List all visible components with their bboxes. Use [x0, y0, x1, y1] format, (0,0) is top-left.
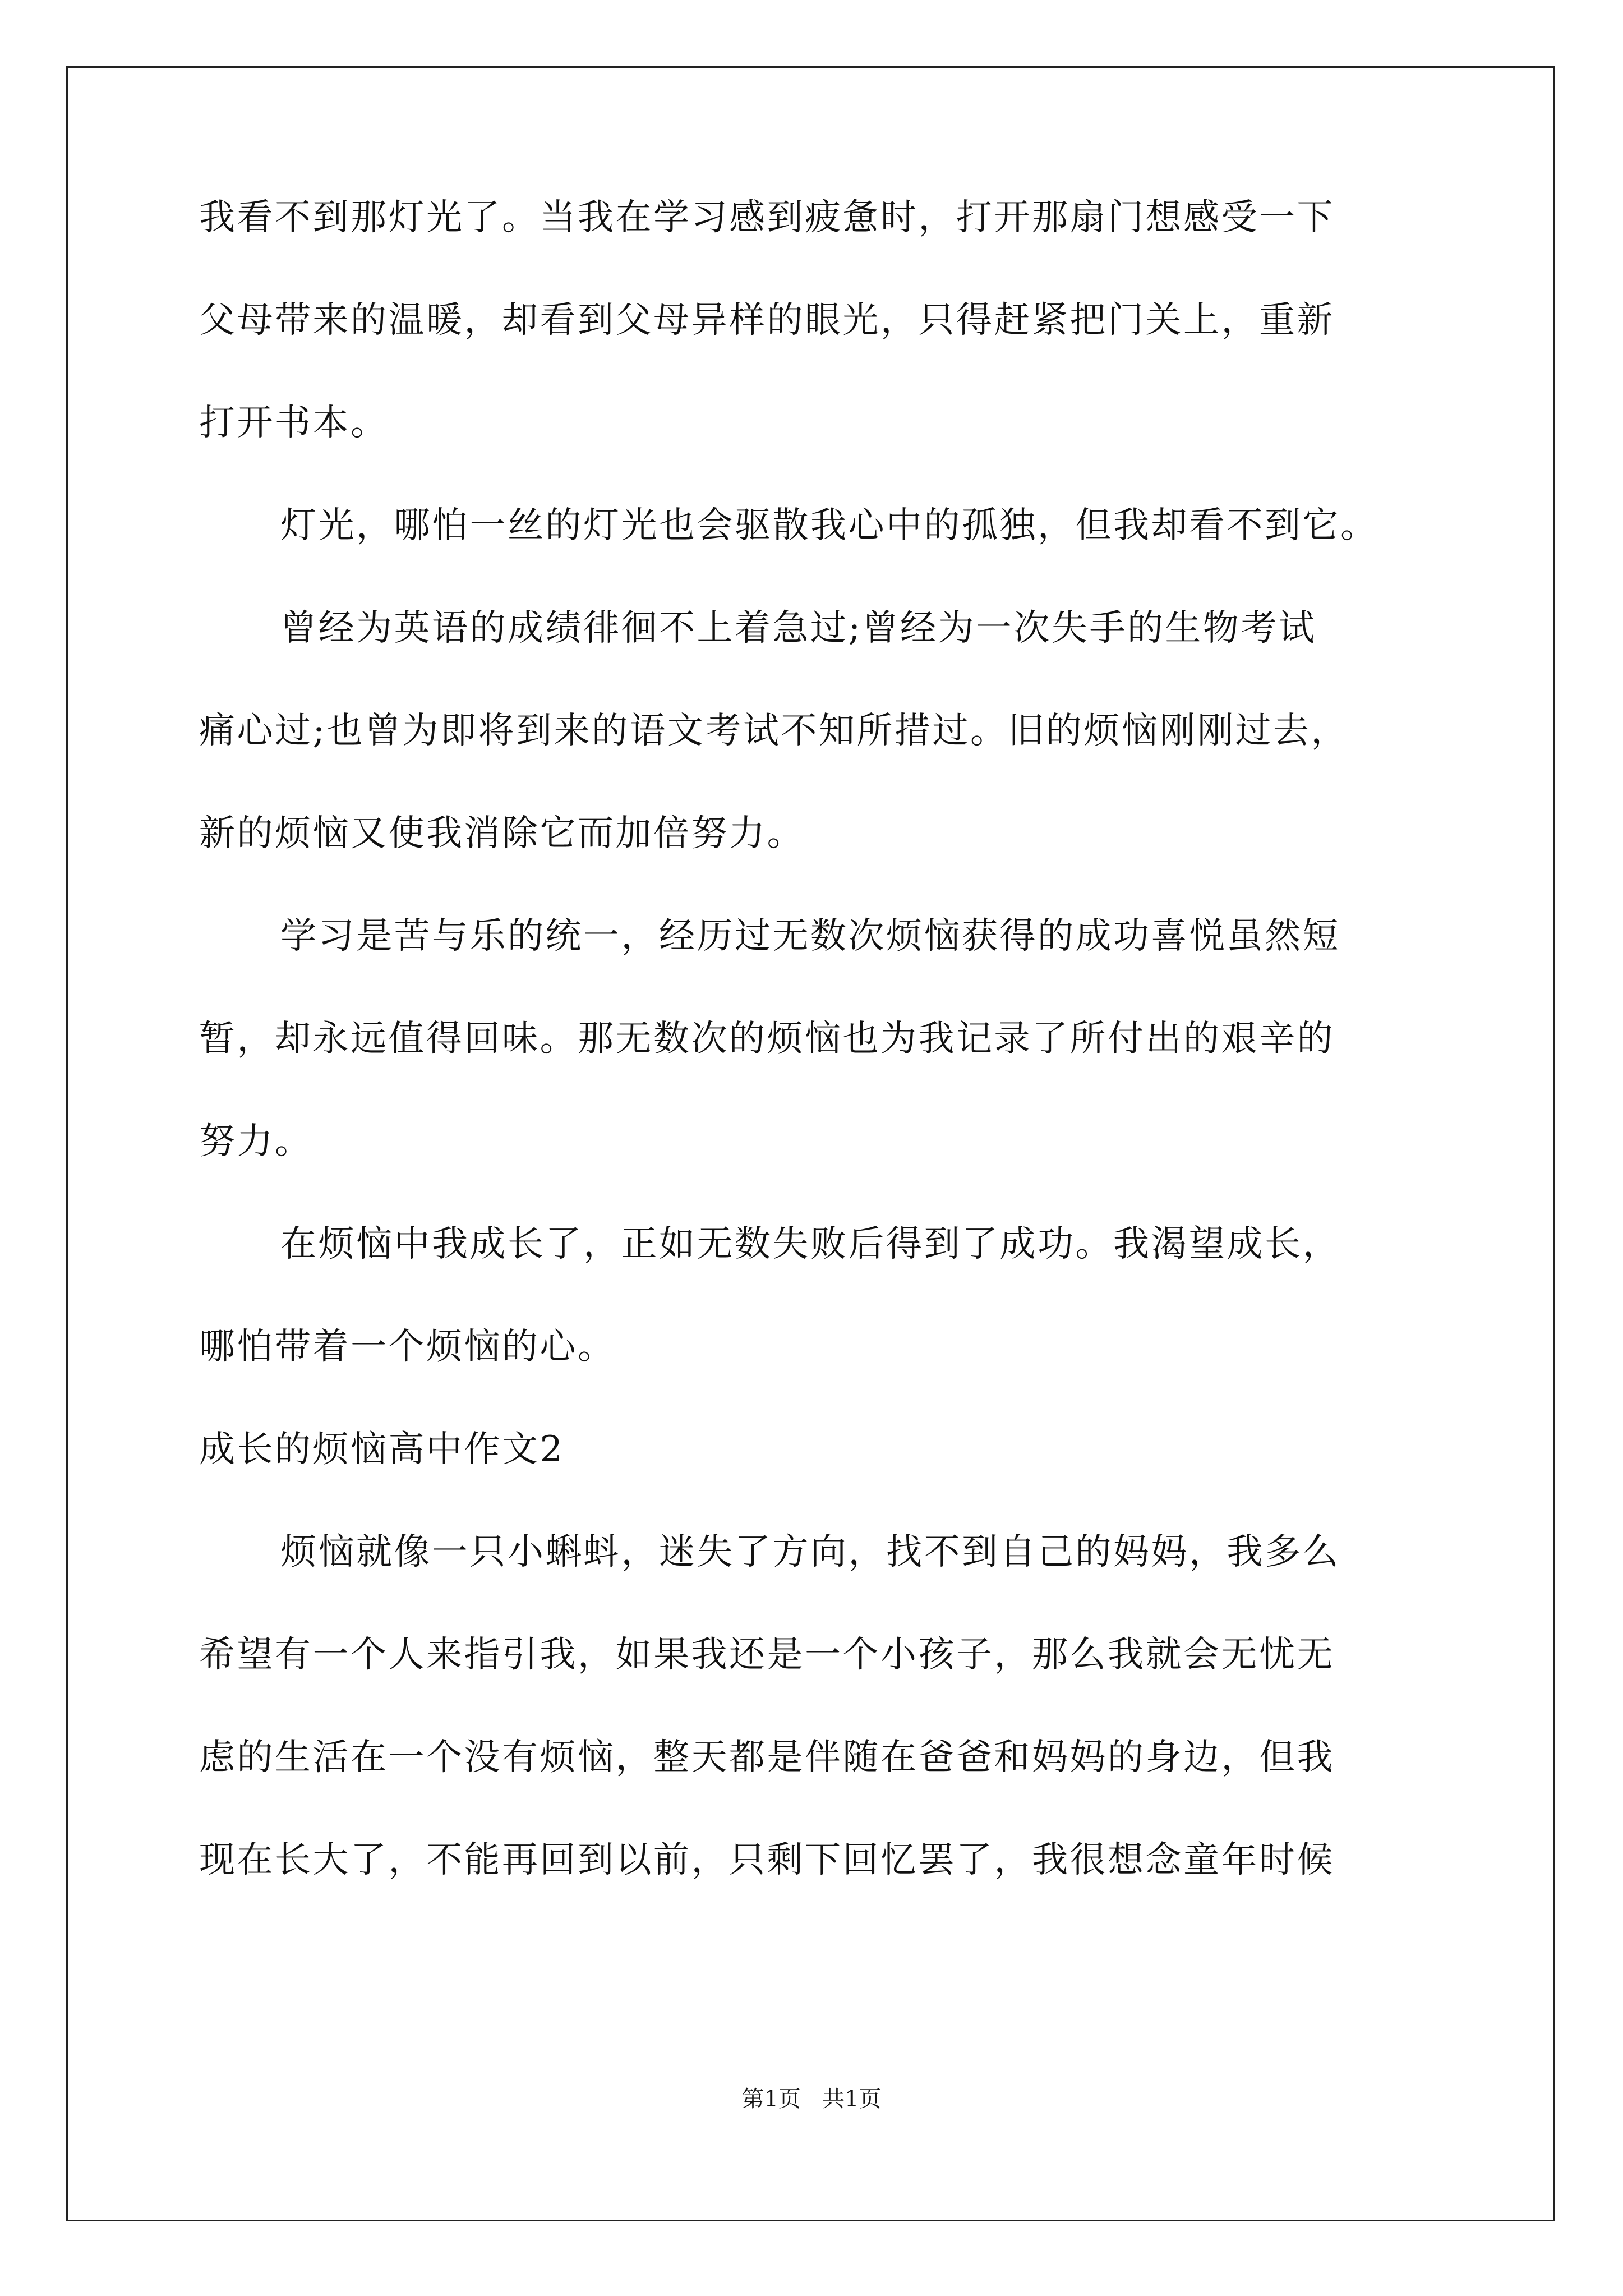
text-line: 在烦恼中我成长了，正如无数失败后得到了成功。我渴望成长， [280, 1223, 1340, 1265]
text-line: 哪怕带着一个烦恼的心。 [199, 1326, 616, 1368]
text-line: 灯光，哪怕一丝的灯光也会驱散我心中的孤独，但我却看不到它。 [280, 505, 1378, 546]
text-line: 暂，却永远值得回味。那无数次的烦恼也为我记录了所付出的艰辛的 [199, 1018, 1335, 1060]
text-line: 烦恼就像一只小蝌蚪，迷失了方向，找不到自己的妈妈，我多么 [280, 1531, 1340, 1573]
text-line: 我看不到那灯光了。当我在学习感到疲惫时，打开那扇门想感受一下 [199, 197, 1335, 238]
text-line: 新的烦恼又使我消除它而加倍努力。 [199, 813, 805, 854]
text-line: 学习是苦与乐的统一，经历过无数次烦恼获得的成功喜悦虽然短 [280, 915, 1340, 957]
text-line: 虑的生活在一个没有烦恼，整天都是伴随在爸爸和妈妈的身边，但我 [199, 1737, 1335, 1778]
text-line: 父母带来的温暖，却看到父母异样的眼光，只得赶紧把门关上，重新 [199, 300, 1335, 341]
page-footer: 第1页 共1页 [741, 2086, 882, 2112]
text-line: 曾经为英语的成绩徘徊不上着急过;曾经为一次失手的生物考试 [280, 608, 1317, 649]
text-line: 痛心过;也曾为即将到来的语文考试不知所措过。旧的烦恼刚刚过去， [199, 710, 1349, 752]
text-line: 打开书本。 [199, 402, 389, 444]
document-body [199, 197, 1433, 1945]
text-line: 现在长大了，不能再回到以前，只剩下回忆罢了，我很想念童年时候 [199, 1839, 1335, 1881]
section-heading: 成长的烦恼高中作文2 [199, 1429, 565, 1470]
text-line: 努力。 [199, 1121, 313, 1162]
text-line: 希望有一个人来指引我，如果我还是一个小孩子，那么我就会无忧无 [199, 1634, 1335, 1676]
